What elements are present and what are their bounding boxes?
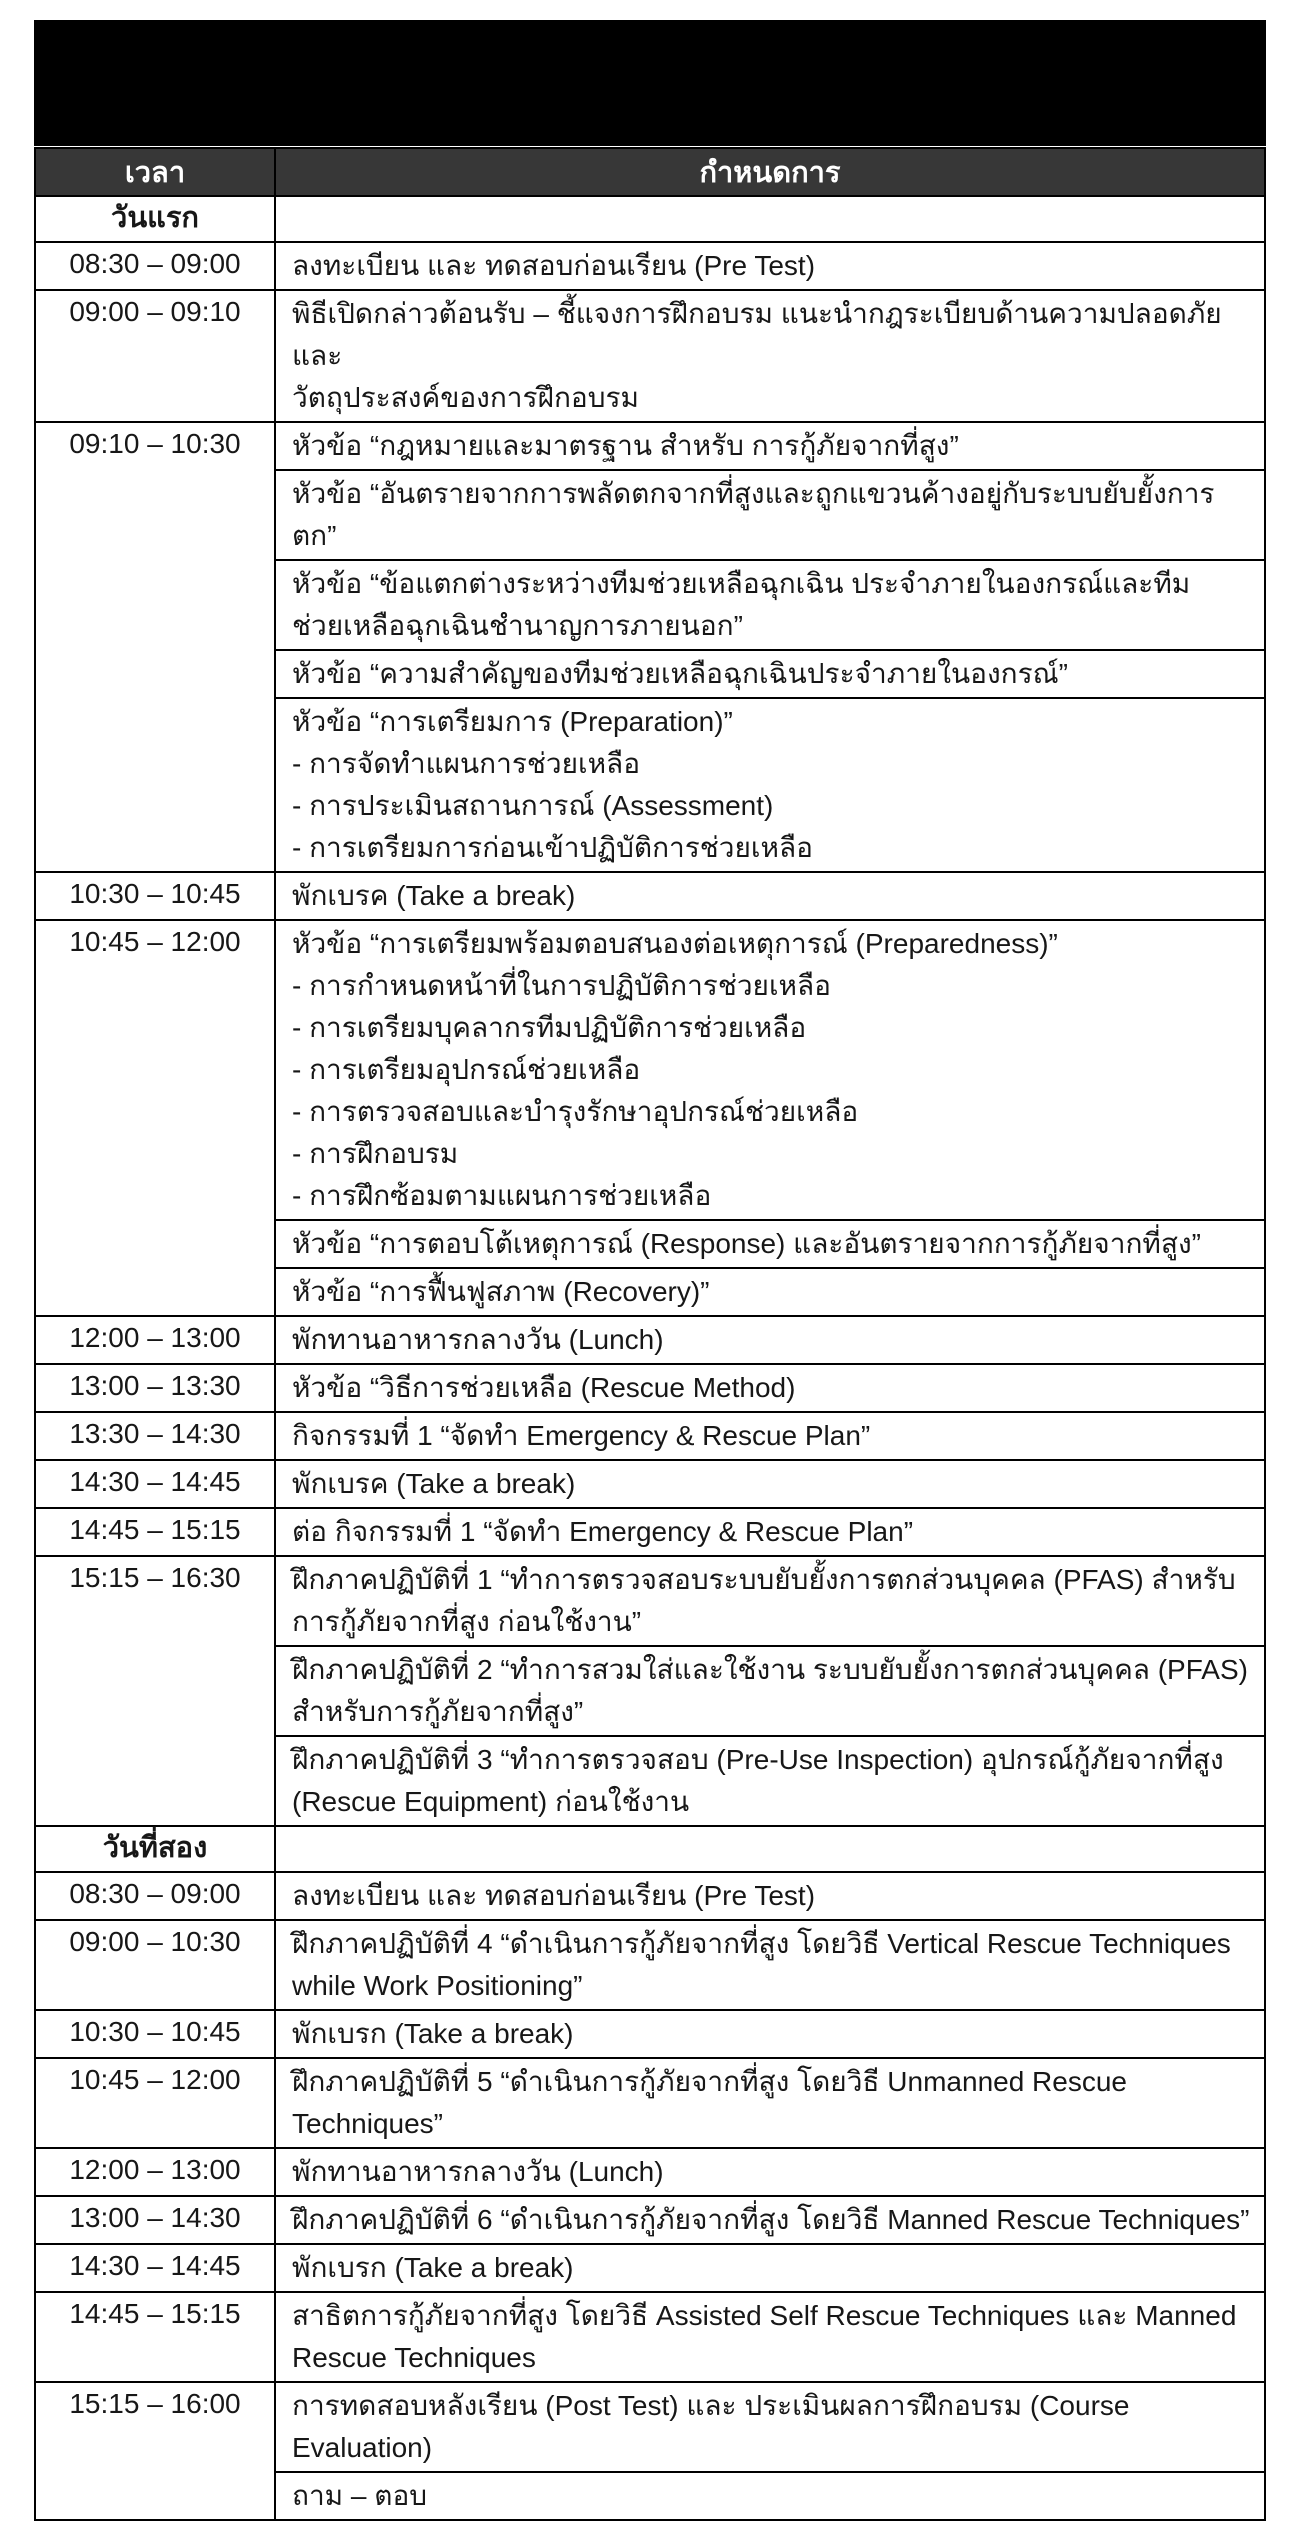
time-cell: 13:30 – 14:30 (35, 1412, 275, 1460)
time-cell: 12:00 – 13:00 (35, 2148, 275, 2196)
agenda-item (276, 1461, 1264, 1507)
agenda-line: ต่อ กิจกรรมที่ 1 “จัดทำ Emergency & Rescue Plan” (292, 1516, 914, 1547)
agenda-line: ฝึกภาคปฏิบัติที่ 4 “ดำเนินการกู้ภัยจากที่สูง โดยวิธี Vertical Rescue Techniques (292, 1928, 1231, 1959)
agenda-cell (275, 1460, 1265, 1508)
agenda-line: ช่วยเหลือฉุกเฉินชำนาญการภายนอก” (292, 610, 743, 641)
agenda-line: พักเบรค (Take a break) (292, 880, 576, 911)
time-cell: 09:00 – 09:10 (35, 290, 275, 422)
table-row (35, 422, 1265, 872)
agenda-line: - การจัดทำแผนการช่วยเหลือ (292, 748, 641, 779)
agenda-cell (275, 290, 1265, 422)
table-header-row (35, 148, 1265, 196)
agenda-cell (275, 2196, 1265, 2244)
day-header-row (35, 1826, 1265, 1872)
agenda-line: หัวข้อ “อันตรายจากการพลัดตกจากที่สูงและถูกแขวนค้างอยู่กับระบบยับยั้งการตก” (292, 478, 1215, 551)
time-cell: 08:30 – 09:00 (35, 1872, 275, 1920)
agenda-cell (275, 1556, 1265, 1826)
document-page (34, 20, 1266, 2521)
agenda-item (276, 559, 1264, 649)
time-cell: 14:45 – 15:15 (35, 1508, 275, 1556)
table-row (35, 920, 1265, 1316)
agenda-item (276, 1735, 1264, 1825)
agenda-line: - การตรวจสอบและบำรุงรักษาอุปกรณ์ช่วยเหลือ (292, 1096, 859, 1127)
time-cell: 09:10 – 10:30 (35, 422, 275, 872)
time-cell: 13:00 – 13:30 (35, 1364, 275, 1412)
time-cell: 14:30 – 14:45 (35, 2244, 275, 2292)
agenda-cell (275, 872, 1265, 920)
agenda-cell (275, 1508, 1265, 1556)
agenda-line: - การฝึกซ้อมตามแผนการช่วยเหลือ (292, 1180, 712, 1211)
agenda-line: สำหรับการกู้ภัยจากที่สูง” (292, 1696, 584, 1727)
time-cell: 10:45 – 12:00 (35, 2058, 275, 2148)
agenda-line: (Rescue Equipment) ก่อนใช้งาน (292, 1786, 690, 1817)
agenda-line: ฝึกภาคปฏิบัติที่ 3 “ทำการตรวจสอบ (Pre-Use Inspection) อุปกรณ์กู้ภัยจากที่สูง (292, 1744, 1224, 1775)
agenda-line: ฝึกภาคปฏิบัติที่ 2 “ทำการสวมใส่และใช้งาน ระบบยับยั้งการตกส่วนบุคคล (PFAS) (292, 1654, 1248, 1685)
agenda-item (276, 921, 1264, 1219)
agenda-line: หัวข้อ “ข้อแตกต่างระหว่างทีมช่วยเหลือฉุกเฉิน ประจำภายในองกรณ์และทีม (292, 568, 1191, 599)
agenda-item (276, 1267, 1264, 1315)
table-row (35, 2244, 1265, 2292)
time-cell: 10:45 – 12:00 (35, 920, 275, 1316)
agenda-cell (275, 2058, 1265, 2148)
day-header-row (35, 196, 1265, 242)
agenda-item (276, 2197, 1264, 2243)
agenda-item (276, 649, 1264, 697)
agenda-item (276, 2293, 1264, 2381)
table-row (35, 242, 1265, 290)
agenda-line: Evaluation) (292, 2432, 433, 2463)
agenda-item (276, 291, 1264, 421)
agenda-cell (275, 2244, 1265, 2292)
table-row (35, 1556, 1265, 1826)
agenda-line: วัตถุประสงค์ของการฝึกอบรม (292, 382, 639, 413)
time-cell: 12:00 – 13:00 (35, 1316, 275, 1364)
agenda-cell (275, 422, 1265, 872)
agenda-line: ถาม – ตอบ (292, 2480, 428, 2511)
time-cell: 15:15 – 16:30 (35, 1556, 275, 1826)
agenda-line: พักทานอาหารกลางวัน (Lunch) (292, 1324, 664, 1355)
agenda-item (276, 1365, 1264, 1411)
agenda-line: การทดสอบหลังเรียน (Post Test) และ ประเมินผลการฝึกอบรม (Course (292, 2390, 1130, 2421)
agenda-cell (275, 242, 1265, 290)
table-row (35, 1872, 1265, 1920)
agenda-item (276, 2245, 1264, 2291)
agenda-item (276, 1645, 1264, 1735)
agenda-item (276, 1921, 1264, 2009)
agenda-line: while Work Positioning” (292, 1970, 583, 2001)
agenda-cell (275, 1364, 1265, 1412)
agenda-cell (275, 2148, 1265, 2196)
time-column-header: เวลา (35, 148, 275, 196)
table-row (35, 2148, 1265, 2196)
agenda-line: พักทานอาหารกลางวัน (Lunch) (292, 2156, 664, 2187)
time-cell: 09:00 – 10:30 (35, 1920, 275, 2010)
agenda-item (276, 2059, 1264, 2147)
agenda-line: หัวข้อ “การเตรียมพร้อมตอบสนองต่อเหตุการณ์ (Preparedness)” (292, 928, 1058, 959)
time-cell: 10:30 – 10:45 (35, 872, 275, 920)
agenda-cell (275, 2292, 1265, 2382)
day-label: วันที่สอง (35, 1826, 275, 1872)
table-row (35, 1920, 1265, 2010)
agenda-cell (275, 1316, 1265, 1364)
agenda-cell (275, 1872, 1265, 1920)
time-cell: 08:30 – 09:00 (35, 242, 275, 290)
agenda-cell (275, 1412, 1265, 1460)
table-row (35, 1316, 1265, 1364)
agenda-item (276, 2011, 1264, 2057)
table-row (35, 2382, 1265, 2520)
agenda-item (276, 697, 1264, 871)
agenda-cell (275, 2010, 1265, 2058)
agenda-line: กิจกรรมที่ 1 “จัดทำ Emergency & Rescue Plan” (292, 1420, 871, 1451)
agenda-item (276, 2383, 1264, 2471)
table-row (35, 1364, 1265, 1412)
table-row (35, 290, 1265, 422)
agenda-line: ฝึกภาคปฏิบัติที่ 5 “ดำเนินการกู้ภัยจากที่สูง โดยวิธี Unmanned Rescue (292, 2066, 1127, 2097)
agenda-cell (275, 1920, 1265, 2010)
time-cell: 10:30 – 10:45 (35, 2010, 275, 2058)
agenda-cell (275, 920, 1265, 1316)
schedule-body (35, 196, 1265, 2520)
table-row (35, 2196, 1265, 2244)
agenda-line: พักเบรก (Take a break) (292, 2252, 574, 2283)
agenda-line: Techniques” (292, 2108, 443, 2139)
agenda-line: ฝึกภาคปฏิบัติที่ 6 “ดำเนินการกู้ภัยจากที่สูง โดยวิธี Manned Rescue Techniques” (292, 2204, 1250, 2235)
redacted-header-banner (34, 20, 1266, 146)
agenda-line: ลงทะเบียน และ ทดสอบก่อนเรียน (Pre Test) (292, 250, 816, 281)
agenda-line: หัวข้อ “การเตรียมการ (Preparation)” (292, 706, 733, 737)
table-row (35, 1460, 1265, 1508)
agenda-item (276, 873, 1264, 919)
agenda-line: - การเตรียมการก่อนเข้าปฏิบัติการช่วยเหลือ (292, 832, 813, 863)
agenda-line: หัวข้อ “ความสำคัญของทีมช่วยเหลือฉุกเฉินประจำภายในองกรณ์” (292, 658, 1068, 689)
agenda-line: การกู้ภัยจากที่สูง ก่อนใช้งาน” (292, 1606, 642, 1637)
agenda-line: พิธีเปิดกล่าวต้อนรับ – ชี้แจงการฝึกอบรม แนะนำกฎระเบียบด้านความปลอดภัย และ (292, 298, 1222, 371)
table-row (35, 872, 1265, 920)
agenda-line: พักเบรก (Take a break) (292, 2018, 574, 2049)
agenda-line: พักเบรค (Take a break) (292, 1468, 576, 1499)
agenda-line: หัวข้อ “กฎหมายและมาตรฐาน สำหรับ การกู้ภัยจากที่สูง” (292, 430, 959, 461)
day-header-empty-cell (275, 196, 1265, 242)
agenda-line: - การฝึกอบรม (292, 1138, 459, 1169)
table-row (35, 1508, 1265, 1556)
table-row (35, 2058, 1265, 2148)
table-row (35, 2010, 1265, 2058)
agenda-item (276, 423, 1264, 469)
agenda-line: Rescue Techniques (292, 2342, 536, 2373)
agenda-line: ฝึกภาคปฏิบัติที่ 1 “ทำการตรวจสอบระบบยับยั้งการตกส่วนบุคคล (PFAS) สำหรับ (292, 1564, 1236, 1595)
schedule-table (34, 147, 1266, 2521)
agenda-line: ลงทะเบียน และ ทดสอบก่อนเรียน (Pre Test) (292, 1880, 816, 1911)
agenda-item (276, 1317, 1264, 1363)
agenda-line: หัวข้อ “วิธีการช่วยเหลือ (Rescue Method) (292, 1372, 796, 1403)
agenda-line: หัวข้อ “การฟื้นฟูสภาพ (Recovery)” (292, 1276, 710, 1307)
day-header-empty-cell (275, 1826, 1265, 1872)
agenda-item (276, 469, 1264, 559)
agenda-line: หัวข้อ “การตอบโต้เหตุการณ์ (Response) และอันตรายจากการกู้ภัยจากที่สูง” (292, 1228, 1201, 1259)
agenda-item (276, 1219, 1264, 1267)
agenda-item (276, 1413, 1264, 1459)
table-row (35, 2292, 1265, 2382)
agenda-line: - การเตรียมบุคลากรทีมปฏิบัติการช่วยเหลือ (292, 1012, 807, 1043)
agenda-line: - การเตรียมอุปกรณ์ช่วยเหลือ (292, 1054, 641, 1085)
agenda-item (276, 1873, 1264, 1919)
agenda-line: - การประเมินสถานการณ์ (Assessment) (292, 790, 774, 821)
agenda-cell (275, 2382, 1265, 2520)
agenda-item (276, 2149, 1264, 2195)
agenda-line: สาธิตการกู้ภัยจากที่สูง โดยวิธี Assisted Self Rescue Techniques และ Manned (292, 2300, 1237, 2331)
time-cell: 14:30 – 14:45 (35, 1460, 275, 1508)
agenda-item (276, 1509, 1264, 1555)
time-cell: 14:45 – 15:15 (35, 2292, 275, 2382)
agenda-item (276, 1557, 1264, 1645)
agenda-item (276, 2471, 1264, 2519)
time-cell: 15:15 – 16:00 (35, 2382, 275, 2520)
day-label: วันแรก (35, 196, 275, 242)
agenda-column-header: กำหนดการ (275, 148, 1265, 196)
table-row (35, 1412, 1265, 1460)
agenda-item (276, 243, 1264, 289)
time-cell: 13:00 – 14:30 (35, 2196, 275, 2244)
agenda-line: - การกำหนดหน้าที่ในการปฏิบัติการช่วยเหลือ (292, 970, 831, 1001)
